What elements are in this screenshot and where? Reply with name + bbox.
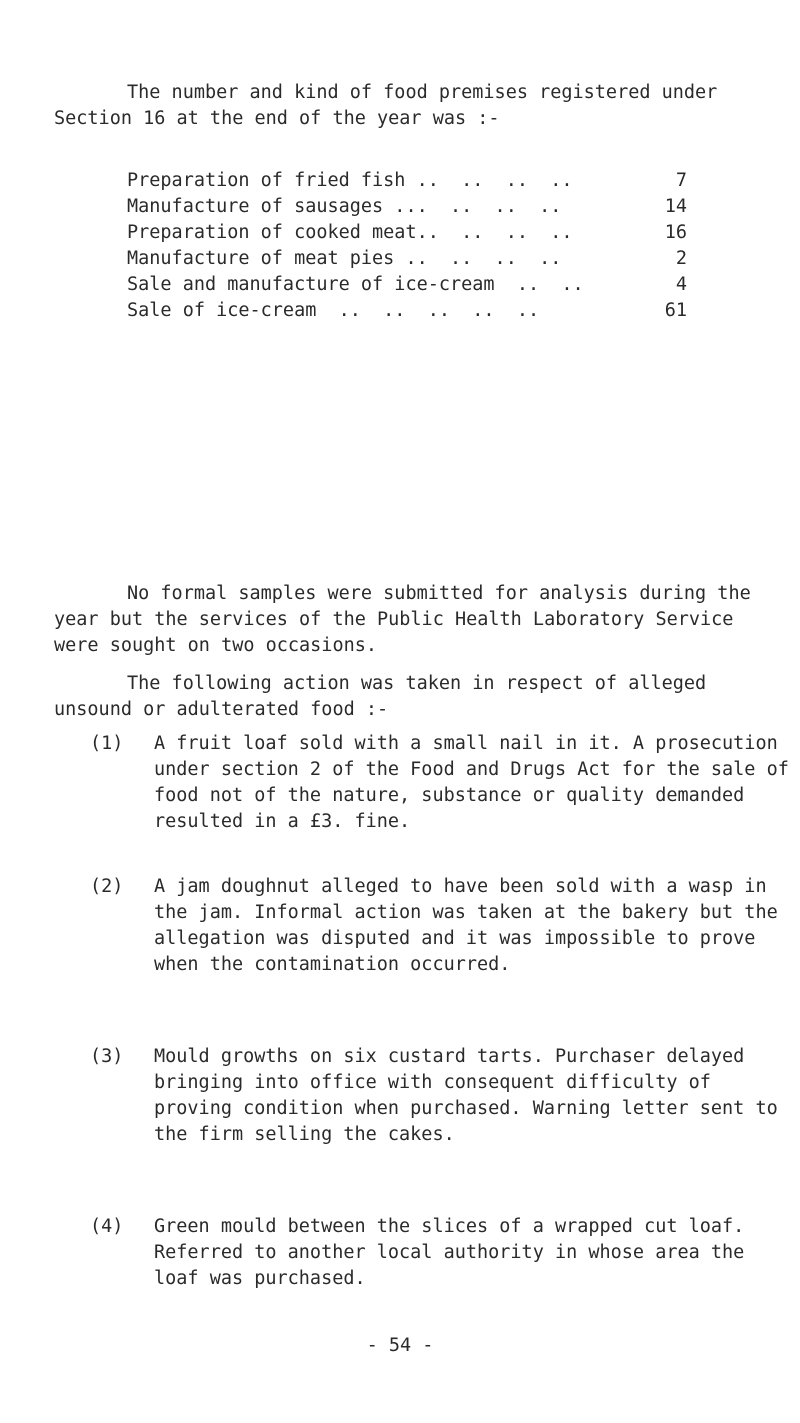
- action-text: A jam doughnut alleged to have been sold with a wasp in the jam. Informal action was taken at the bakery but the allegation was disputed and it was impossible to prove when the contamination occurred.: [154, 876, 789, 975]
- action-item: [90, 1044, 790, 1148]
- action-text: A fruit loaf sold with a small nail in it. A prosecution under section 2 of the Food and Drugs Act for the sale of food not of the nature, substance or quality demanded resulted in a £3. fine.: [154, 733, 800, 832]
- premises-count: 2: [675, 248, 687, 269]
- premises-label: Preparation of cooked meat.. .. .. ..: [127, 222, 573, 243]
- action-item: [90, 731, 800, 835]
- page-number: - 54 -: [366, 1335, 434, 1356]
- premises-row: [127, 168, 687, 194]
- action-number: (3): [90, 1046, 124, 1067]
- premises-label: Manufacture of meat pies .. .. .. ..: [127, 248, 562, 269]
- action-intro-paragraph: The following action was taken in respect of alleged unsound or adulterated food :-: [54, 673, 718, 720]
- premises-count: 7: [675, 170, 687, 191]
- premises-row: [127, 194, 687, 220]
- premises-label: Manufacture of sausages ... .. .. ..: [127, 196, 562, 217]
- premises-count: 14: [664, 196, 687, 217]
- intro-paragraph: The number and kind of food premises registered under Section 16 at the end of the year was :-: [54, 82, 729, 129]
- premises-label: Sale and manufacture of ice-cream .. ..: [127, 274, 584, 295]
- action-number: (1): [90, 733, 124, 754]
- premises-count: 4: [675, 274, 687, 295]
- samples-paragraph: No formal samples were submitted for analysis during the year but the services of the Public Health Laboratory Service were sought on two occasions.: [54, 583, 762, 656]
- premises-table: [127, 168, 687, 324]
- action-item: [90, 874, 790, 978]
- premises-label: Sale of ice-cream .. .. .. .. ..: [127, 300, 540, 321]
- action-text: Green mould between the slices of a wrapped cut loaf. Referred to another local authority in whose area the loaf was purchased.: [154, 1216, 756, 1289]
- premises-row: [127, 272, 687, 298]
- action-number: (4): [90, 1216, 124, 1237]
- premises-label: Preparation of fried fish .. .. .. ..: [127, 170, 573, 191]
- premises-row: [127, 246, 687, 272]
- premises-count: 61: [664, 300, 687, 321]
- action-number: (2): [90, 876, 124, 897]
- premises-row: [127, 298, 687, 324]
- action-item: [90, 1214, 790, 1292]
- premises-count: 16: [664, 222, 687, 243]
- action-text: Mould growths on six custard tarts. Purchaser delayed bringing into office with consequent difficulty of proving condition when purchased. Warning letter sent to the firm selling the cakes.: [154, 1046, 789, 1145]
- premises-row: [127, 220, 687, 246]
